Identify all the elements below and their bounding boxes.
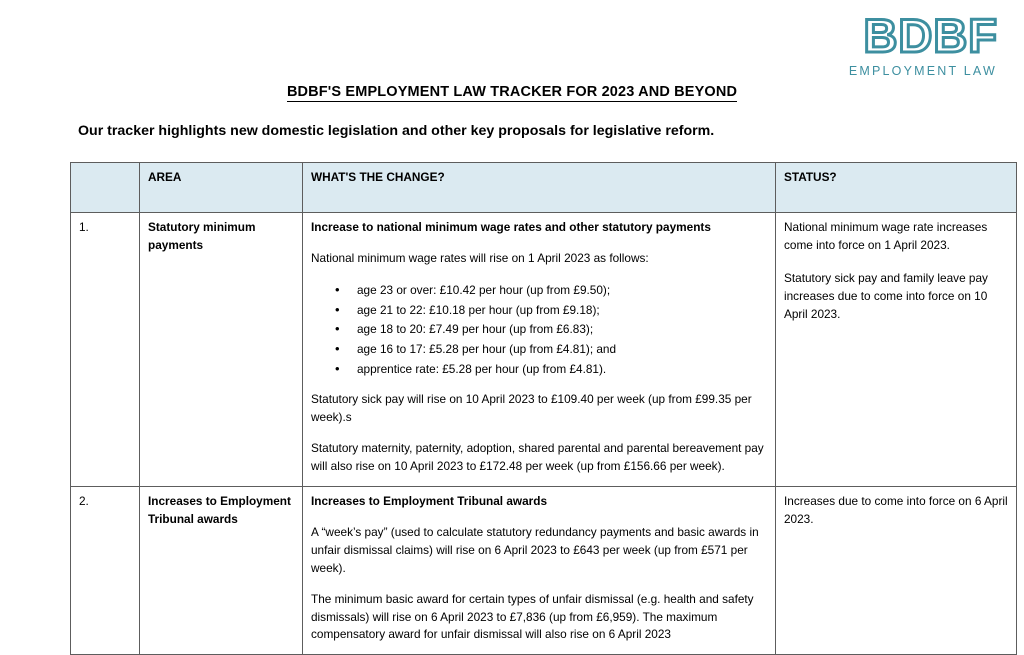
change-paragraph: The minimum basic award for certain types of unfair dismissal (e.g. health and safety dismissals) will rise on 6 April 2023 to £7,836 (up from £6,959). The maximum compensatory award for unfair dismissal will also rise on 6 April 2023	[311, 591, 754, 642]
page-subtitle: Our tracker highlights new domestic legislation and other key proposals for legislative reform.	[78, 123, 715, 139]
logo-tagline: EMPLOYMENT LAW	[848, 64, 997, 78]
table-row	[71, 213, 1017, 487]
change-paragraph: A “week’s pay” (used to calculate statutory redundancy payments and basic awards in unfair dismissal claims) will rise on 6 April 2023 to £643 per week (up from £571 per week).	[311, 524, 759, 575]
change-intro: National minimum wage rates will rise on 1 April 2023 as follows:	[311, 250, 649, 265]
page-title	[0, 84, 1024, 100]
column-header-area: AREA	[140, 163, 303, 213]
list-item: • age 18 to 20: £7.49 per hour (up from £6.83);	[357, 320, 767, 338]
table-row	[71, 486, 1017, 654]
row-area: Increases to Employment Tribunal awards	[140, 486, 303, 654]
row-change	[303, 213, 776, 487]
list-item: • age 23 or over: £10.42 per hour (up from £9.50);	[357, 281, 767, 299]
tracker-table	[70, 162, 1017, 655]
row-area: Statutory minimum payments	[140, 213, 303, 487]
table-header	[71, 163, 1017, 213]
change-heading: Increases to Employment Tribunal awards	[311, 493, 548, 508]
row-change	[303, 486, 776, 654]
list-item: • age 21 to 22: £10.18 per hour (up from £9.18);	[357, 301, 767, 319]
list-item: • apprentice rate: £5.28 per hour (up from £4.81).	[357, 360, 767, 378]
status-paragraph: National minimum wage rate increases come into force on 1 April 2023.	[784, 220, 988, 252]
change-paragraph: Statutory maternity, paternity, adoption, shared parental and parental bereavement pay will also rise on 10 April 2023 to £172.48 per week (up from £156.66 per week).	[311, 441, 764, 474]
row-status	[776, 213, 1017, 487]
status-paragraph: Statutory sick pay and family leave pay increases due to come into force on 10 April 2023.	[784, 270, 988, 321]
row-number: 2.	[71, 486, 140, 654]
row-number: 1.	[71, 213, 140, 487]
change-heading: Increase to national minimum wage rates and other statutory payments	[311, 220, 711, 234]
status-paragraph: Increases due to come into force on 6 April 2023.	[784, 493, 1008, 526]
bdbf-logo	[822, 9, 1002, 78]
list-item: • age 16 to 17: £5.28 per hour (up from £4.81); and	[357, 340, 767, 358]
row-status	[776, 486, 1017, 654]
table-body	[71, 213, 1017, 655]
page-title-text: BDBF'S EMPLOYMENT LAW TRACKER FOR 2023 AND BEYOND	[286, 84, 738, 100]
column-header-number	[71, 163, 140, 213]
column-header-status: STATUS?	[776, 163, 1017, 213]
table-header-row	[71, 163, 1017, 213]
logo-wordmark: BDBF	[863, 9, 998, 62]
change-paragraph: Statutory sick pay will rise on 10 April 2023 to £109.40 per week (up from £99.35 per week).s	[311, 392, 752, 425]
column-header-change: WHAT'S THE CHANGE?	[303, 163, 776, 213]
wage-rate-list	[311, 281, 767, 378]
